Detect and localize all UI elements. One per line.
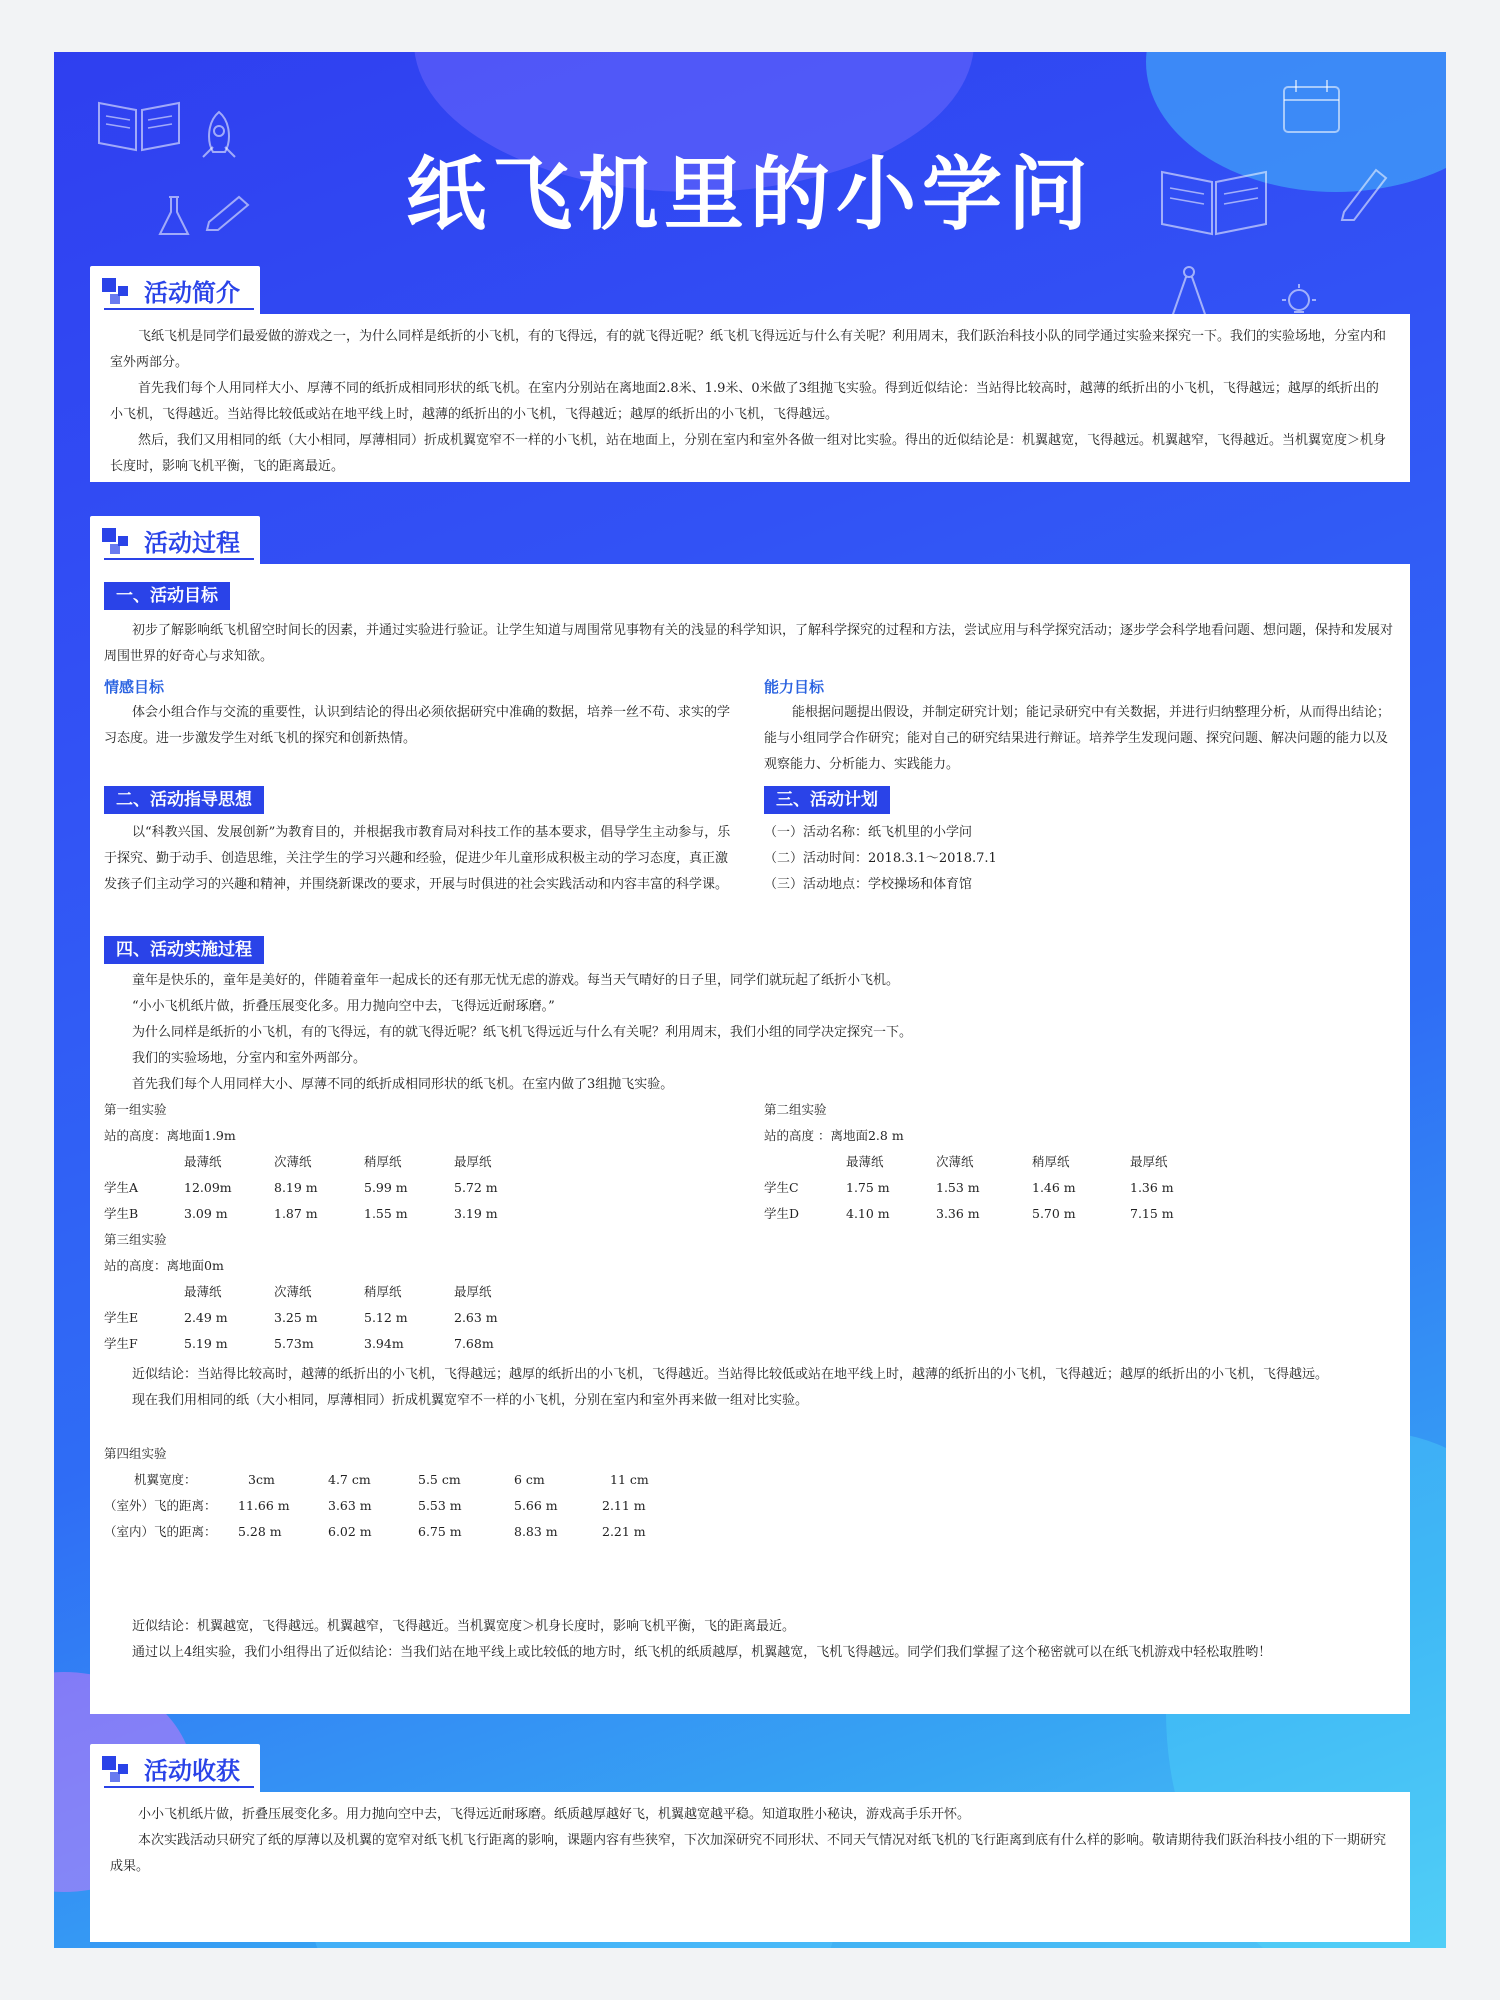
harvest-card bbox=[90, 1792, 1410, 1942]
impl-line: 童年是快乐的，童年是美好的，伴随着童年一起成长的还有那无忧无虑的游戏。每当天气晴好的日子里，同学们就玩起了纸折小飞机。 bbox=[132, 973, 900, 988]
group-title: 第四组实验 bbox=[104, 1446, 167, 1461]
paragraph: 首先我们每个人用同样大小、厚薄不同的纸折成相同形状的纸飞机。在室内分别站在离地面2.8米、1.9米、0米做了3组抛飞实验。得到近似结论：当站得比较高时，越薄的纸折出的小飞机，飞得越远；越厚的纸折出的小飞机，飞得越近。当站得比较低或站在地平线上时，越薄的纸折出的小飞机，飞得越近；越厚的纸折出的小飞机，飞得越远。 bbox=[110, 381, 1379, 422]
conclusion-text: 通过以上4组实验，我们小组得出了近似结论：当我们站在地平线上或比较低的地方时，纸飞机的纸质越厚，机翼越宽，飞机飞得越远。同学们我们掌握了这个秘密就可以在纸飞机游戏中轻松取胜哟！ bbox=[132, 1645, 1272, 1660]
group4-table: 第四组实验 机翼宽度： 3cm 4.7 cm 5.5 cm 6 cm 11 cm （室外）飞的距离： 11.66 m 3.63 m 5.53 m 5.66 m 2.11 m （室内）飞的距离： 5.28 m 6.02 m 6.75 m 8.83 m 2.21 m bbox=[104, 1446, 649, 1539]
ability-title: 能力目标 bbox=[764, 678, 825, 696]
conclusion-text: 近似结论：机翼越宽，飞得越远。机翼越窄，飞得越近。当机翼宽度＞机身长度时，影响飞机平衡，飞的距离最近。 bbox=[132, 1619, 796, 1634]
square-icon bbox=[102, 278, 132, 308]
group2-table: 第二组实验 站的高度 ：离地面2.8 m 最薄纸 次薄纸 稍厚纸 最厚纸 学生C 1.75 m 1.53 m 1.46 m 1.36 m 学生D 4.10 m 3.36 m 5.70 m 7.15 m bbox=[764, 1102, 1174, 1221]
ability-text: 能根据问题提出假设，并制定研究计划；能记录研究中有关数据，并进行归纳整理分析，从而得出结论；能与小组同学合作研究；能对自己的研究结果进行辩证。培养学生发现问题、探究问题、解决问题的能力以及观察能力、分析能力、实践能力。 bbox=[764, 705, 1391, 772]
square-icon bbox=[102, 1756, 132, 1786]
plan-item: （一）活动名称：纸飞机里的小学问 bbox=[764, 825, 973, 840]
section-title: 活动收获 bbox=[144, 1757, 240, 1785]
impl-line: 为什么同样是纸折的小飞机，有的飞得远，有的就飞得近呢？纸飞机飞得远近与什么有关呢？利用周末，我们小组的同学决定探究一下。 bbox=[132, 1025, 913, 1040]
group1-table: 第一组实验 站的高度：离地面1.9m 最薄纸 次薄纸 稍厚纸 最厚纸 学生A 12.09m 8.19 m 5.99 m 5.72 m 学生B 3.09 m 1.87 m 1.55 m 3.19 m bbox=[104, 1102, 498, 1221]
group-height: 站的高度：离地面0m bbox=[104, 1258, 224, 1273]
impl-line: 我们的实验场地，分室内和室外两部分。 bbox=[132, 1051, 367, 1066]
guide-header: 二、活动指导思想 bbox=[104, 786, 264, 814]
intro-card bbox=[90, 314, 1410, 482]
guide-text: 以“科教兴国、发展创新”为教育目的，并根据我市教育局对科技工作的基本要求，倡导学生主动参与，乐于探究、勤于动手、创造思维，关注学生的学习兴趣和经验，促进少年儿童形成积极主动的学习态度，真正激发孩子们主动学习的兴趣和精神，并围绕新课改的要求，开展与时俱进的社会实践活动和内容丰富的科学课。 bbox=[104, 825, 731, 892]
group-title: 第一组实验 bbox=[104, 1102, 167, 1117]
wing-intro: 现在我们用相同的纸（大小相同，厚薄相同）折成机翼宽窄不一样的小飞机，分别在室内和室外再来做一组对比实验。 bbox=[132, 1393, 809, 1408]
plan-header: 三、活动计划 bbox=[764, 786, 890, 814]
poster bbox=[54, 52, 1446, 1948]
section-tab-intro bbox=[90, 266, 260, 316]
paragraph: 飞纸飞机是同学们最爱做的游戏之一，为什么同样是纸折的小飞机，有的飞得远，有的就飞得近呢？纸飞机飞得远近与什么有关呢？利用周末，我们跃治科技小队的同学通过实验来探究一下。我们的实验场地，分室内和室外两部分。 bbox=[110, 329, 1387, 370]
impl-line: “小小飞机纸片做，折叠压展变化多。用力抛向空中去，飞得远近耐琢磨。” bbox=[132, 999, 555, 1014]
group3-table: 第三组实验 站的高度：离地面0m 最薄纸 次薄纸 稍厚纸 最厚纸 学生E 2.49 m 3.25 m 5.12 m 2.63 m 学生F 5.19 m 5.73m 3.94m 7.68m bbox=[104, 1232, 498, 1351]
square-icon bbox=[102, 528, 132, 558]
page-title: 纸飞机里的小学问 bbox=[406, 148, 1094, 241]
paragraph: 然后，我们又用相同的纸（大小相同，厚薄相同）折成机翼宽窄不一样的小飞机，站在地面上，分别在室内和室外各做一组对比实验。得出的近似结论是：机翼越宽，飞得越远。机翼越窄，飞得越近。当机翼宽度＞机身长度时，影响飞机平衡，飞的距离最近。 bbox=[110, 433, 1387, 474]
group-height: 站的高度：离地面1.9m bbox=[104, 1128, 236, 1143]
paragraph: 小小飞机纸片做，折叠压展变化多。用力抛向空中去，飞得远近耐琢磨。纸质越厚越好飞，机翼越宽越平稳。知道取胜小秘诀，游戏高手乐开怀。 bbox=[138, 1807, 971, 1822]
emotion-title: 情感目标 bbox=[104, 678, 165, 696]
section-tab-process bbox=[90, 516, 260, 566]
group-title: 第二组实验 bbox=[764, 1102, 827, 1117]
section-title: 活动简介 bbox=[144, 279, 240, 307]
compass-icon bbox=[1164, 262, 1214, 322]
goal-header: 一、活动目标 bbox=[104, 582, 230, 610]
section-title: 活动过程 bbox=[144, 529, 240, 557]
process-card bbox=[90, 564, 1410, 1714]
group-title: 第三组实验 bbox=[104, 1232, 167, 1247]
goal-text: 初步了解影响纸飞机留空时间长的因素，并通过实验进行验证。让学生知道与周围常见事物有关的浅显的科学知识，了解科学探究的过程和方法，尝试应用与科学探究活动；逐步学会科学地看问题、想问题，保持和发展对周围世界的好奇心与求知欲。 bbox=[104, 623, 1394, 664]
group-height: 站的高度 ：离地面2.8 m bbox=[764, 1128, 904, 1143]
plan-item: （三）活动地点：学校操场和体育馆 bbox=[764, 877, 973, 892]
impl-header: 四、活动实施过程 bbox=[104, 936, 264, 964]
conclusion-text: 近似结论：当站得比较高时，越薄的纸折出的小飞机，飞得越远；越厚的纸折出的小飞机，飞得越近。当站得比较低或站在地平线上时，越薄的纸折出的小飞机，飞得越近；越厚的纸折出的小飞机，飞得越远。 bbox=[132, 1367, 1329, 1382]
impl-line: 首先我们每个人用同样大小、厚薄不同的纸折成相同形状的纸飞机。在室内做了3组抛飞实验。 bbox=[132, 1077, 674, 1092]
plan-item: （二）活动时间：2018.3.1～2018.7.1 bbox=[764, 851, 997, 866]
section-tab-harvest bbox=[90, 1744, 260, 1794]
emotion-text: 体会小组合作与交流的重要性，认识到结论的得出必须依据研究中准确的数据，培养一丝不苟、求实的学习态度。进一步激发学生对纸飞机的探究和创新热情。 bbox=[104, 705, 731, 746]
paragraph: 本次实践活动只研究了纸的厚薄以及机翼的宽窄对纸飞机飞行距离的影响，课题内容有些狭窄，下次加深研究不同形状、不同天气情况对纸飞机的飞行距离到底有什么样的影响。敬请期待我们跃治科技小组的下一期研究成果。 bbox=[110, 1833, 1387, 1874]
